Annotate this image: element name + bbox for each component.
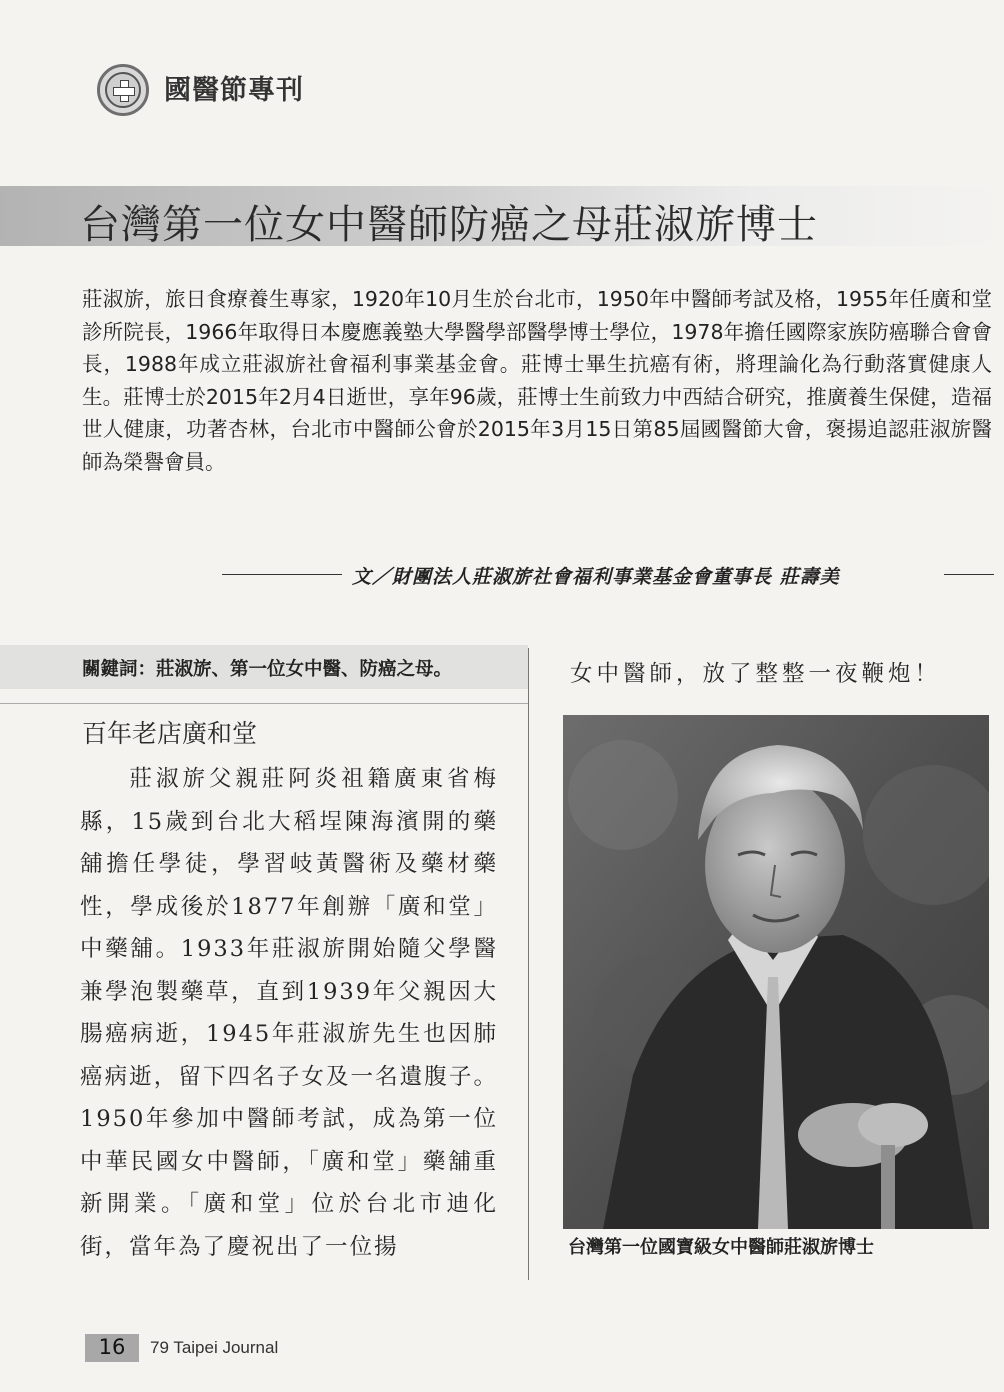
association-emblem-icon bbox=[97, 64, 149, 116]
author-rule-left bbox=[222, 574, 342, 575]
body-text-left: 莊淑旂父親莊阿炎祖籍廣東省梅縣，15歲到台北大稻埕陳海濱開的藥舖擔任學徒，學習岐黃醫術及藥材藥性，學成後於1877年創辦「廣和堂」中藥舖。1933年莊淑旂開始隨父學醫兼學泡製藥草，直到1939年父親因大腸癌病逝，1945年莊淑旂先生也因肺癌病逝，留下四名子女及一名遺腹子。1950年參加中醫師考試，成為第一位中華民國女中醫師，「廣和堂」藥舖重新開業。「廣和堂」位於台北市迪化街，當年為了慶祝出了一位揚 bbox=[80, 766, 498, 1260]
page-number: 16 bbox=[98, 1335, 126, 1359]
section-heading: 百年老店廣和堂 bbox=[82, 719, 258, 748]
author-rule-right bbox=[944, 574, 994, 575]
article-intro: 莊淑旂，旅日食療養生專家，1920年10月生於台北市，1950年中醫師考試及格，1955年任廣和堂診所院長，1966年取得日本慶應義塾大學醫學部醫學博士學位，1978年擔任國際家族防癌聯合會會長，1988年成立莊淑旂社會福利事業基金會。莊博士畢生抗癌有術，將理論化為行動落實健康人生。莊博士於2015年2月4日逝世，享年96歲，莊博士生前致力中西結合研究，推廣養生保健，造福世人健康，功著杏林，台北市中醫師公會於2015年3月15日第85屆國醫節大會，褒揚追認莊淑旂醫師為榮譽會員。 bbox=[82, 287, 992, 474]
section-divider bbox=[0, 703, 528, 704]
publication-title: 國醫節專刊 bbox=[164, 75, 304, 106]
keywords: 關鍵詞：莊淑旂、第一位女中醫、防癌之母。 bbox=[82, 659, 453, 680]
article-title: 台灣第一位女中醫師防癌之母莊淑旂博士 bbox=[80, 202, 818, 248]
photo-caption: 台灣第一位國寶級女中醫師莊淑旂博士 bbox=[568, 1237, 874, 1258]
column-divider bbox=[528, 648, 529, 1280]
author-line bbox=[222, 562, 994, 588]
body-text-right: 女中醫師，放了整整一夜鞭炮！ bbox=[570, 661, 942, 687]
portrait-photo bbox=[563, 715, 989, 1229]
author-credit: 文／財團法人莊淑旂社會福利事業基金會董事長 莊壽美 bbox=[352, 566, 840, 588]
journal-name: 79 Taipei Journal bbox=[150, 1338, 279, 1357]
